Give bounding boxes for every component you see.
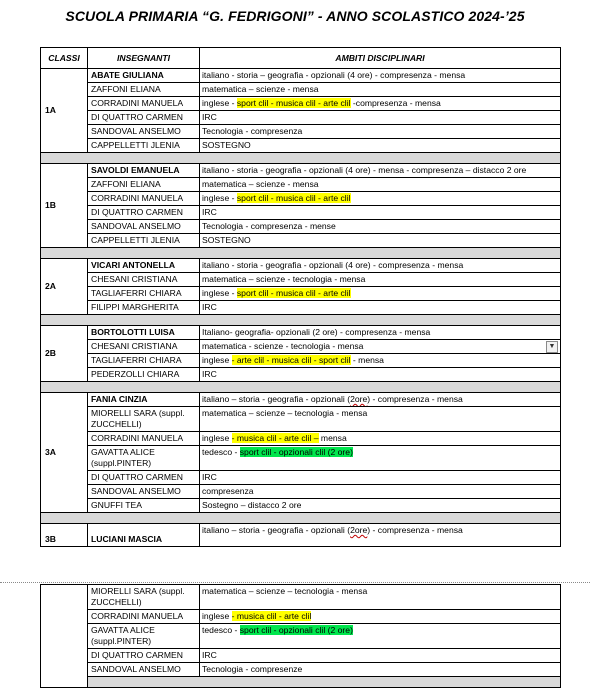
table-row (41, 97, 561, 111)
teacher-name: SANDOVAL ANSELMO (88, 125, 200, 139)
teacher-name: MIORELLI SARA (suppl. ZUCCHELLI) (88, 585, 200, 610)
subjects-text: italiano – storia - geografia - opzionali ( (202, 525, 351, 535)
teacher-name: SANDOVAL ANSELMO (88, 485, 200, 499)
header-row (41, 48, 561, 69)
subjects-cell: IRC (200, 206, 561, 220)
header-insegnanti: INSEGNANTI (88, 48, 200, 69)
table-row (41, 234, 561, 248)
document-title: SCUOLA PRIMARIA “G. FEDRIGONI” - ANNO SCOLASTICO 2024-’25 (65, 8, 525, 24)
subjects-text: mensa (318, 433, 347, 443)
teacher-name: GNUFFI TEA (88, 499, 200, 513)
teacher-name: CORRADINI MANUELA (88, 97, 200, 111)
subjects-cell (200, 610, 561, 624)
class-cell-2b: 2B (41, 326, 88, 382)
teacher-name: CAPPELLETTI JLENIA (88, 234, 200, 248)
table-row (41, 585, 561, 610)
teacher-name: DI QUATTRO CARMEN (88, 649, 200, 663)
teacher-name: LUCIANI MASCIA (88, 524, 200, 547)
teacher-name: SAVOLDI EMANUELA (88, 164, 200, 178)
table-row (41, 663, 561, 677)
subjects-cell: matematica – scienze – tecnologia - mensa (200, 407, 561, 432)
clil-highlight: sport clil - musica clil - arte clil (236, 288, 351, 298)
clil-highlight-green: sport clil - opzionali clil (2 ore) (239, 625, 353, 635)
subjects-text: ) - compresenza - mensa (367, 394, 463, 404)
separator-row (41, 248, 561, 259)
table-row (41, 83, 561, 97)
subjects-cell: matematica – scienze - mensa (200, 83, 561, 97)
subjects-text: inglese (202, 611, 232, 621)
teacher-name: FANIA CINZIA (88, 393, 200, 407)
teacher-name: SANDOVAL ANSELMO (88, 663, 200, 677)
subjects-cell: Sostegno – distacco 2 ore (200, 499, 561, 513)
subjects-cell: matematica – scienze - tecnologia - mensa (200, 273, 561, 287)
next-page-table-container (40, 584, 560, 692)
table-row (41, 192, 561, 206)
subjects-text: italiano – storia - geografia - opzionali ( (202, 394, 351, 404)
table-row (41, 111, 561, 125)
subjects-cell: italiano - storia - geografia - opzionali (4 ore) - mensa - compresenza – distacco 2 ore (200, 164, 561, 178)
subjects-cell: IRC (200, 471, 561, 485)
teacher-name: CHESANI CRISTIANA (88, 273, 200, 287)
teacher-name: CORRADINI MANUELA (88, 192, 200, 206)
table-row (41, 139, 561, 153)
subjects-cell: Italiano- geografia- opzionali (2 ore) - compresenza - mensa (200, 326, 561, 340)
subjects-text: inglese - (202, 193, 237, 203)
subjects-cell: IRC (200, 301, 561, 315)
teacher-name: MIORELLI SARA (suppl. ZUCCHELLI) (88, 407, 200, 432)
teacher-name: VICARI ANTONELLA (88, 259, 200, 273)
class-cell-2a: 2A (41, 259, 88, 315)
table-row (41, 301, 561, 315)
header-classi: CLASSI (41, 48, 88, 69)
table-row (41, 524, 561, 547)
chevron-down-icon[interactable]: ▼ (546, 341, 558, 353)
teacher-name: FILIPPI MARGHERITA (88, 301, 200, 315)
subjects-cell: SOSTEGNO (200, 139, 561, 153)
subjects-cell (200, 393, 561, 407)
table-row (41, 649, 561, 663)
subjects-cell (200, 432, 561, 446)
teacher-name: DI QUATTRO CARMEN (88, 206, 200, 220)
subjects-cell: matematica – scienze - mensa (200, 178, 561, 192)
table-row (41, 432, 561, 446)
spellcheck-underline: 2ore (350, 525, 368, 535)
table-row (41, 368, 561, 382)
subjects-text: inglese - (202, 288, 237, 298)
teacher-name: TAGLIAFERRI CHIARA (88, 354, 200, 368)
separator-row (41, 315, 561, 326)
table-row (41, 624, 561, 649)
separator-row (41, 153, 561, 164)
separator-row (41, 513, 561, 524)
class-cell-3b-continued (41, 585, 88, 688)
subjects-cell (200, 524, 561, 547)
teacher-name: DI QUATTRO CARMEN (88, 471, 200, 485)
subjects-cell: SOSTEGNO (200, 234, 561, 248)
subjects-text: -compresenza - mensa (350, 98, 441, 108)
teacher-name: SANDOVAL ANSELMO (88, 220, 200, 234)
class-cell-3a: 3A (41, 393, 88, 513)
teacher-name: CHESANI CRISTIANA (88, 340, 200, 354)
class-cell-3b: 3B (41, 524, 88, 547)
subjects-cell (200, 192, 561, 206)
teacher-name: GAVATTA ALICE (suppl.PINTER) (88, 446, 200, 471)
clil-highlight: - arte clil - musica clil - sport clil (231, 355, 351, 365)
subjects-cell: compresenza (200, 485, 561, 499)
teacher-name: ABATE GIULIANA (88, 69, 200, 83)
subjects-cell: Tecnologia - compresenze (200, 663, 561, 677)
subjects-cell: Tecnologia - compresenza - mense (200, 220, 561, 234)
table-row (41, 354, 561, 368)
teacher-name: CORRADINI MANUELA (88, 610, 200, 624)
subjects-text: inglese (202, 433, 232, 443)
subjects-text: tedesco - (202, 447, 240, 457)
subjects-cell: IRC (200, 368, 561, 382)
teacher-name: CAPPELLETTI JLENIA (88, 139, 200, 153)
subjects-cell (200, 446, 561, 471)
teacher-name: PEDERZOLLI CHIARA (88, 368, 200, 382)
table-row (41, 125, 561, 139)
subjects-cell (200, 287, 561, 301)
subjects-cell (200, 97, 561, 111)
table-row (41, 499, 561, 513)
teacher-name: GAVATTA ALICE (suppl.PINTER) (88, 624, 200, 649)
separator-row (41, 677, 561, 688)
table-row (41, 69, 561, 83)
subjects-text: inglese (202, 355, 232, 365)
table-row (41, 393, 561, 407)
class-cell-1a: 1A (41, 69, 88, 153)
staff-table-continued (40, 584, 561, 688)
teacher-name: TAGLIAFERRI CHIARA (88, 287, 200, 301)
teacher-name: DI QUATTRO CARMEN (88, 111, 200, 125)
subjects-cell: IRC (200, 649, 561, 663)
subjects-text: tedesco - (202, 625, 240, 635)
subjects-cell: italiano - storia - geografia - opzionali (4 ore) - compresenza - mensa (200, 259, 561, 273)
subjects-cell (200, 624, 561, 649)
table-row (41, 471, 561, 485)
table-row (41, 340, 561, 354)
table-row (41, 610, 561, 624)
subjects-cell (200, 354, 561, 368)
table-row (41, 206, 561, 220)
subjects-cell: italiano - storia – geografia - opzionali (4 ore) - compresenza - mensa (200, 69, 561, 83)
subjects-cell: Tecnologia - compresenza (200, 125, 561, 139)
clil-highlight-green: sport clil - opzionali clil (2 ore) (239, 447, 353, 457)
clil-highlight: sport clil - musica clil - arte clil (236, 193, 351, 203)
table-row (41, 407, 561, 432)
staff-table-container (40, 47, 560, 547)
header-ambiti: AMBITI DISCIPLINARI (200, 48, 561, 69)
staff-table (40, 47, 561, 547)
subjects-cell: matematica – scienze – tecnologia - mensa (200, 585, 561, 610)
teacher-name: ZAFFONI ELIANA (88, 178, 200, 192)
table-row (41, 273, 561, 287)
subjects-cell: IRC (200, 111, 561, 125)
table-row (41, 178, 561, 192)
subjects-text: inglese - (202, 98, 237, 108)
table-row (41, 164, 561, 178)
subjects-cell (200, 340, 561, 354)
spellcheck-underline: 2ore (350, 394, 368, 404)
clil-highlight: - musica clil - arte clil (231, 611, 312, 621)
teacher-name: ZAFFONI ELIANA (88, 83, 200, 97)
table-row (41, 326, 561, 340)
class-cell-1b: 1B (41, 164, 88, 248)
teacher-name: BORTOLOTTI LUISA (88, 326, 200, 340)
page-break-line (0, 582, 590, 583)
table-row (41, 220, 561, 234)
table-row (41, 287, 561, 301)
subjects-text: ) - compresenza - mensa (367, 525, 463, 535)
table-row (41, 485, 561, 499)
clil-highlight: - musica clil - arte clil – (231, 433, 319, 443)
subjects-text: matematica - scienze - tecnologia - mensa (202, 341, 364, 351)
table-row (41, 259, 561, 273)
subjects-text: - mensa (350, 355, 384, 365)
teacher-name: CORRADINI MANUELA (88, 432, 200, 446)
clil-highlight: sport clil - musica clil - arte clil (236, 98, 351, 108)
table-row (41, 446, 561, 471)
separator-row (41, 382, 561, 393)
